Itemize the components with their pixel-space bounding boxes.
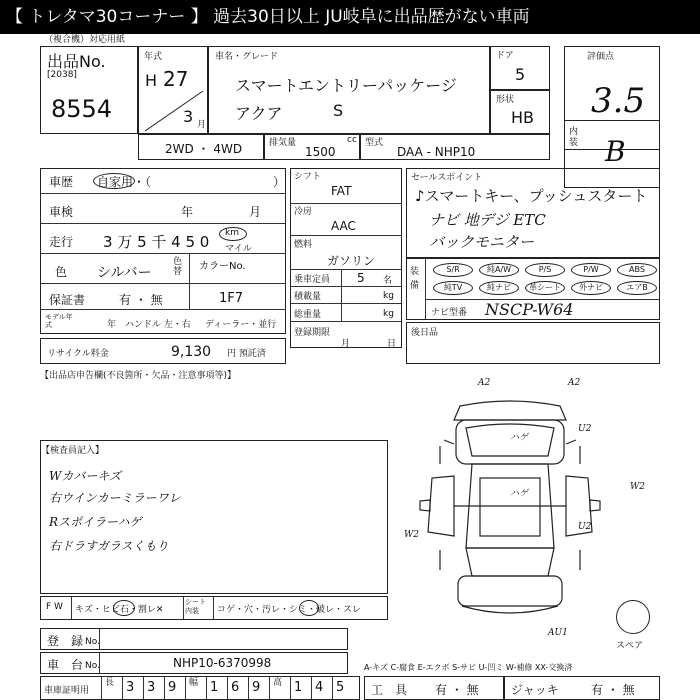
displacement-value: 1500: [305, 145, 336, 159]
recycle-value: 9,130: [171, 344, 212, 360]
type-value: DAA - NHP10: [397, 145, 476, 159]
shape-label: 形状: [496, 95, 515, 105]
year-label: 年式: [144, 52, 163, 62]
mark-a2-left: A2: [478, 378, 491, 388]
model-year-year: 年: [107, 320, 117, 330]
memo-label: 後日品: [411, 328, 439, 338]
jack-label: ジャッキ: [511, 683, 559, 697]
warranty-value: 有 ・ 無: [119, 293, 163, 307]
displacement-unit: cc: [347, 135, 357, 145]
registration-label: 登 録: [47, 634, 84, 648]
navi-label: ナビ型番: [431, 308, 468, 318]
info-block: [40, 168, 286, 334]
fw-box: [40, 596, 388, 620]
doors-value: 5: [515, 65, 526, 84]
stain-circle: [299, 600, 319, 616]
sales-line-3: バックモニター: [429, 233, 535, 251]
memo-box: [406, 322, 660, 364]
score-value: 3.5: [591, 81, 646, 121]
cert-digit: 1: [210, 680, 219, 695]
inspector-note-1: Wカバーキズ: [49, 469, 122, 483]
mark-a2-right: A2: [568, 378, 581, 388]
inspector-box: [40, 440, 388, 594]
history-label: 車歴: [49, 175, 74, 189]
mark-hage-mid: ハゲ: [510, 489, 529, 499]
name-box: [208, 46, 490, 134]
deadline-day: 日: [387, 339, 397, 349]
cert-box: [40, 676, 360, 700]
cert-digit: 5: [336, 680, 345, 695]
history-value: 自家用・（: [97, 175, 152, 189]
mark-w2-left: W2: [404, 530, 419, 540]
name-label: 車名・グレード: [215, 52, 279, 62]
declaration-label: 【出品店申告欄(不良箇所・欠品・注意事項等)】: [40, 371, 237, 381]
cert-digit: 9: [252, 680, 261, 695]
recycle-unit: 円 預託済: [227, 349, 266, 359]
equipment-label: 装備: [410, 267, 420, 291]
score-label: 評価点: [587, 52, 615, 62]
cert-digit: 3: [147, 680, 156, 695]
interior-value: B: [605, 135, 626, 168]
mileage-digits: 3 万 5 千 4 5 0: [103, 233, 210, 251]
warranty-label: 保証書: [49, 293, 86, 307]
cert-digit: 4: [315, 680, 324, 695]
grade-value: スマートエントリーパッケージ: [235, 76, 457, 95]
fuel-label: 燃料: [294, 240, 313, 250]
spare-label: スペア: [616, 641, 644, 651]
seat-options: コゲ・穴・汚レ・シミ・破レ・スレ: [217, 605, 362, 615]
cert-dimension-label: 高: [273, 678, 283, 688]
model-year-label: モデル年式: [45, 313, 73, 329]
cert-dimension-label: 長: [105, 678, 115, 688]
history-close: ）: [273, 175, 286, 189]
mark-u2-top: U2: [578, 424, 592, 434]
model-year-handle: ハンドル 左・右: [125, 320, 191, 330]
inspector-label: 【検査員記入】: [41, 446, 105, 456]
equipment-option: 純TV: [433, 281, 473, 295]
equipment-option: P/S: [525, 263, 565, 277]
shape-value: HB: [511, 108, 535, 127]
shift-label: シフト: [294, 172, 322, 182]
cooler-value: AAC: [331, 219, 356, 233]
tools-label: 工 具: [371, 683, 408, 697]
trim-value: S: [333, 101, 344, 120]
lot-number: 8554: [51, 95, 113, 123]
seat-label: シート内装: [185, 598, 206, 615]
capacity-label: 乗車定員: [294, 275, 331, 285]
chassis-value: NHP10-6370998: [173, 656, 272, 670]
fw-label: F W: [46, 602, 63, 612]
mark-hage-top: ハゲ: [510, 433, 529, 443]
tools-box: [364, 676, 504, 700]
model-year-dealer: ディーラー・並行: [205, 320, 277, 330]
cooler-label: 冷房: [294, 207, 313, 217]
year-month: 3: [183, 107, 194, 126]
inspection-sheet: [0, 34, 700, 700]
chassis-no: No.: [85, 661, 100, 671]
inspector-note-3: Rスポイラーハゲ: [49, 515, 142, 529]
weight-label: 総重量: [294, 310, 322, 320]
mark-u2-right: U2: [578, 522, 592, 532]
model-value: アクア: [235, 104, 283, 123]
registration-no: No.: [85, 637, 100, 647]
color-no-label: カラーNo.: [199, 261, 246, 272]
inspection-month: 月: [249, 205, 262, 219]
navi-value: NSCP-W64: [485, 300, 574, 319]
inspector-note-4: 右ドラすガラスくもり: [49, 539, 169, 553]
equipment-option: 純ナビ: [479, 281, 519, 295]
year-value: 27: [163, 67, 189, 91]
displacement-box: [264, 134, 360, 160]
type-box: [360, 134, 550, 160]
type-label: 型式: [365, 138, 384, 148]
displacement-label: 排気量: [269, 138, 297, 148]
recycle-box: [40, 338, 286, 364]
spec-block: [290, 168, 402, 348]
equipment-option: エアB: [617, 281, 657, 295]
sales-label: セールスポイント: [411, 173, 483, 183]
jack-value: 有 ・ 無: [591, 683, 635, 697]
inspection-label: 車検: [49, 205, 74, 219]
interior-label: 内装: [569, 127, 579, 148]
equipment-option: 外ナビ: [571, 281, 611, 295]
equipment-box: [406, 258, 660, 320]
drive-value: 2WD ・ 4WD: [165, 142, 243, 156]
registration-box: [40, 628, 348, 650]
recycle-label: リサイクル料金: [47, 349, 109, 359]
year-month-suffix: 月: [197, 120, 207, 130]
cert-digit: 3: [126, 680, 135, 695]
color-no-value: 1F7: [219, 291, 244, 306]
damage-legend: A-キズ C-腐食 E-エクボ S-サビ U-凹ミ W-補修 XX-交換済: [364, 663, 573, 672]
cert-label: 車庫証明用: [44, 686, 90, 696]
tools-value: 有 ・ 無: [435, 683, 479, 697]
chassis-label: 車 台: [47, 658, 84, 672]
mark-w2-right: W2: [630, 482, 645, 492]
year-era: H: [145, 71, 158, 90]
crack-circle: [113, 600, 135, 616]
mileage-label: 走行: [49, 235, 74, 249]
doors-label: ドア: [496, 51, 514, 61]
chassis-box: [40, 652, 348, 674]
capacity-value: 5: [357, 271, 365, 285]
color-change: 色替: [173, 257, 183, 277]
drive-box: [138, 134, 264, 160]
sales-line-1: ♪スマートキー、プッシュスタート: [415, 187, 648, 205]
cert-digit: 6: [231, 680, 240, 695]
jack-box: [504, 676, 660, 700]
spare-tire-icon: [616, 600, 650, 634]
mark-au1: AU1: [548, 628, 568, 638]
shape-box: [490, 90, 550, 134]
deadline-month: 月: [341, 339, 351, 349]
weight-unit: kg: [383, 309, 394, 319]
inspector-note-2: 右ウインカーミラーワレ: [49, 491, 181, 505]
lot-box: [40, 46, 138, 134]
lot-stamp: [2038]: [47, 70, 77, 80]
equipment-option: ABS: [617, 263, 657, 277]
sales-box: [406, 168, 660, 258]
capacity-unit: 名: [383, 276, 393, 286]
car-diagram: [400, 380, 632, 640]
equipment-option: 純A/W: [479, 263, 519, 277]
cert-dimension-label: 幅: [189, 678, 199, 688]
sales-line-2: ナビ 地デジ ETC: [429, 211, 546, 229]
year-box: [138, 46, 208, 134]
color-value: シルバー: [97, 265, 152, 281]
doors-box: [490, 46, 550, 90]
deadline-label: 登録期限: [294, 328, 331, 338]
load-label: 積載量: [294, 292, 322, 302]
inspection-year: 年: [181, 205, 194, 219]
fuel-value: ガソリン: [327, 254, 376, 268]
shift-value: FAT: [331, 184, 352, 198]
equipment-option: 革シート: [525, 281, 565, 295]
load-unit: kg: [383, 291, 394, 301]
cert-digit: 1: [294, 680, 303, 695]
equipment-option: S/R: [433, 263, 473, 277]
mileage-mile: マイル: [225, 244, 252, 254]
fw-options: キズ・ヒビ石・割レ✕: [75, 605, 164, 615]
cert-digit: 9: [168, 680, 177, 695]
mileage-km: km: [225, 228, 239, 238]
title-banner: 【 トレタマ30コーナー 】 過去30日以上 JU岐阜に出品歴がない車両: [0, 0, 700, 34]
color-label: 色: [55, 265, 68, 279]
header-note: （複合機）対応用紙: [44, 35, 126, 45]
lot-label: 出品No.: [47, 52, 106, 71]
equipment-option: P/W: [571, 263, 611, 277]
